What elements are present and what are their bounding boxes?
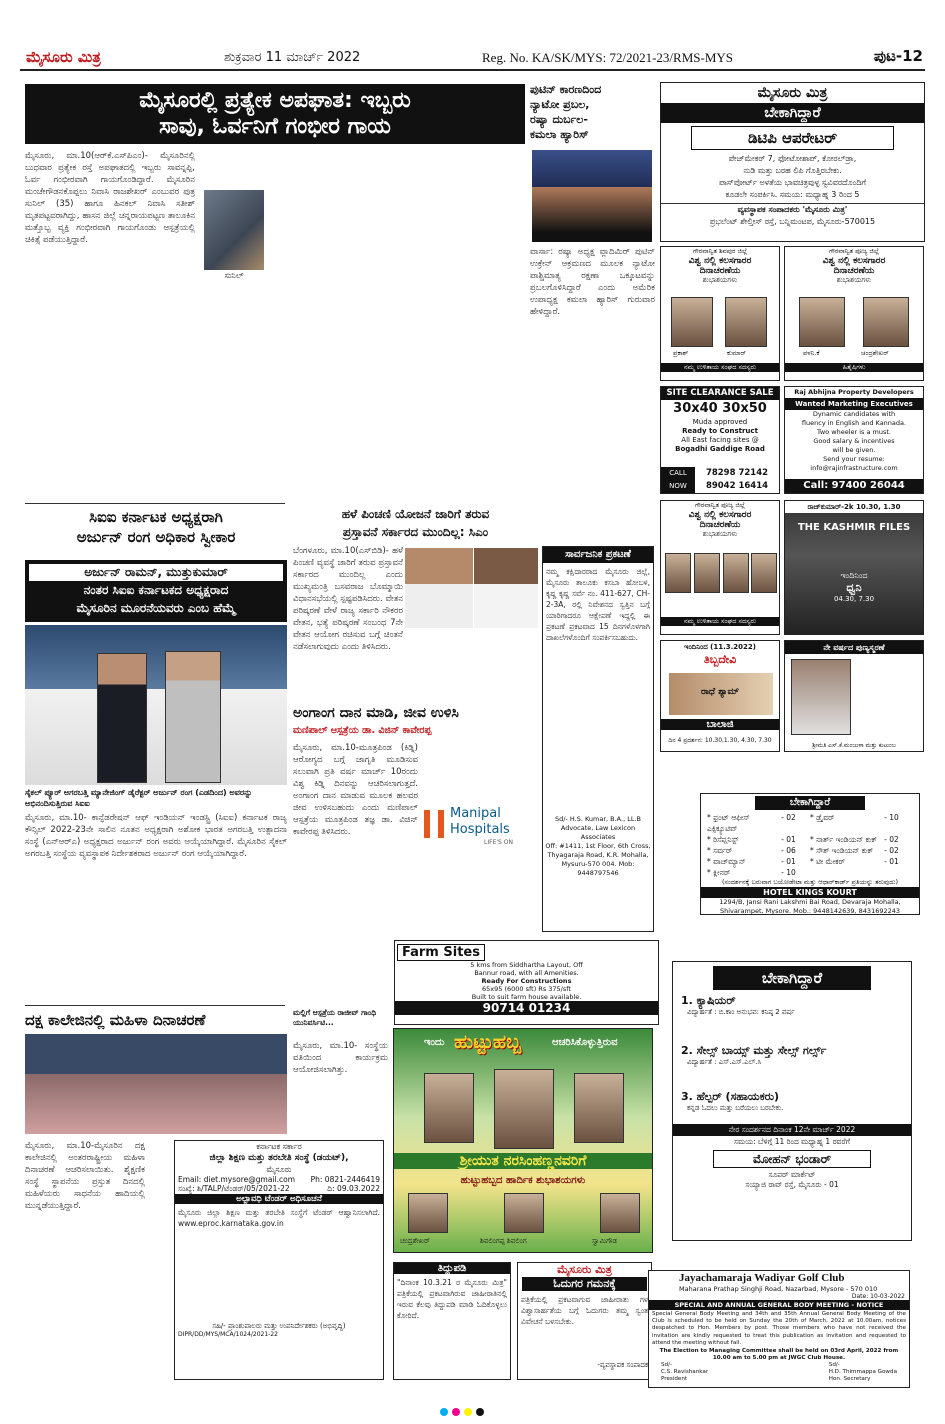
mb-j3d: ಕನ್ನಡ ಓದಲು ಮತ್ತು ಬರೆಯಲು ಬರಬೇಕು. [687,1104,784,1112]
birthday-p3: ಸ್ವಾಮಿಗೌಡ [592,1237,617,1245]
g2-name-2: ಚಂದ್ರಶೇಖರ್ [861,349,889,357]
organ-body: ಮೈಸೂರು, ಮಾ.10-ಮೂತ್ರಪಿಂಡ (ಕಿಡ್ನಿ) ಆರೋಗ್ಯದ ಬಗ್ಗೆ ಜಾಗೃತಿ ಮೂಡಿಸುವ ಸಲುವಾಗಿ ಪ್ರತಿ ವರ್ಷ ಮಾರ್ಚ್ 10ರಂದು ವಿಶ್ವ ಕಿಡ್ನಿ ದಿನವನ್ನು ಆಚರಿಸಲಾಗುತ್ತದೆ. ಅಂಗಾಂಗ ದಾನ ಮಾಡುವ ಮೂಲಕ ಹಲವರ ಜೀವ ಉಳಿಸಬಹುದು ಎಂದು ಮಣಿಪಾಲ್ ಆಸ್ಪತ್ರೆಯ ಮೂತ್ರಪಿಂಡ ತಜ್ಞ ಡಾ. ವಿಜಿನ್ ಕಾವೇರಪ್ಪ ತಿಳಿಸಿದರು. [293,743,418,837]
hotel-job-row [707,867,913,878]
dtp-addr-1: ವ್ಯವಸ್ಥಾಪಕ ಸಂಪಾದಕರು 'ಮೈಸೂರು ಮಿತ್ರ' [661,203,924,216]
mitra-title: ಓದುಗರ ಗಮನಕ್ಕೆ [522,1277,647,1291]
hotel-job-cell: * ಡ್ರೈವರ್ [809,813,835,822]
g3-t3: ದಿನಾಚರಣೆಯ [699,520,741,530]
golf-bar: SPECIAL AND ANNUAL GENERAL BODY MEETING - NOTICE [649,1300,909,1310]
mem-footer: ಶ್ರೀಮತಿ ಎಸ್.ಕೆ.ಮಂಜುಳಾ ಮತ್ತು ಕುಟುಂಬ [812,742,896,749]
gov-date: ದಿ: 09.03.2022 [327,1184,380,1193]
gov-contact-row [175,1175,383,1184]
hotel-job-cell: - 10 [781,868,796,877]
golf-s2: Sd/- [828,1362,840,1369]
farm-l3: Ready For Constructions [481,977,572,985]
g2-person-2 [863,297,909,347]
golf-title: Jayachamaraja Wadiyar Golf Club [679,1272,845,1284]
g3-person-1 [665,553,691,593]
greeting-ad-1 [660,246,780,381]
pension-headline-line-1: ಹಳೆ ಪಿಂಚಣಿ ಯೋಜನೆ ಜಾರಿಗೆ ತರುವ [341,507,490,521]
birthday-person-b1 [408,1193,448,1233]
sale-phones [695,467,779,493]
hotel-title: ಬೇಕಾಗಿದ್ದಾರೆ [755,796,865,810]
pension-body: ಬೆಂಗಳೂರು, ಮಾ.10(ಎಸ್‌ಬಿಡಿ)- ಹಳೆ ಪಿಂಚಣಿ ವ್ಯವಸ್ಥೆ ಜಾರಿಗೆ ತರುವ ಪ್ರಸ್ತಾವನೆ ಸರ್ಕಾರದ ಮುಂದಿಲ್ಲ ಎಂದು ಮುಖ್ಯಮಂತ್ರಿ ಬಸವರಾಜ ಬೊಮ್ಮಾಯಿ ವಿಧಾನಸಭೆಯಲ್ಲಿ ಸ್ಪಷ್ಟಪಡಿಸಿದರು. ವೇತನ ಪರಿಷ್ಕರಣೆ ವೇಳೆ ರಾಜ್ಯ ಸರ್ಕಾರಿ ನೌಕರರ ವೇತನ, ಭತ್ಯೆ ಪರಿಷ್ಕರಣೆ ಸಂಬಂಧ 7ನೇ ವೇತನ ಆಯೋಗ ರಚಿಸುವ ಬಗ್ಗೆ ಚಿಂತನೆ ನಡೆಸಲಾಗುವುದು ಎಂದು ತಿಳಿಸಿದರು. [293,546,403,652]
lead-headline [25,84,525,144]
raj-l3: Two wheeler is a must. [817,428,891,436]
hotel-job-cell: * ವಾಚ್‌ಮ್ಯಾನ್ [707,857,746,866]
golf-signs [649,1362,909,1383]
manipal-icon [424,810,444,838]
hotel-job-row [707,856,913,867]
hotel-addr-1: 1294/B, Jansi Rani Lakshmi Bai Road, Devaraja Mohalla, [719,898,901,906]
hotel-job-cell: * ಸರ್ವರ್ [707,846,733,855]
ciie-subhead-line-2: ನಂತರ ಸಿಐಐ ಕರ್ನಾಟಕದ ಅಧ್ಯಕ್ಷರಾದ [83,583,229,597]
birthday-name: ಶ್ರೀಯುತ ನರಸಿಂಹಣ್ಣನವರಿಗೆ [394,1153,652,1169]
sale-phone-2: 89042 16414 [705,481,769,491]
m1-top: ರಾಜ್‌ಕುಮಾರ್-2k 10.30, 1.30 [785,501,923,513]
notice-signer-line-4: Thyagaraja Road, K.R. Mohalla, [547,851,649,859]
notice-signer-line-3: Off: #1411, 1st Floor, 6th Cross, [545,842,651,850]
mb-title: ಬೇಕಾಗಿದ್ದಾರೆ [713,966,871,990]
dtp-brand: ಮೈಸೂರು ಮಿತ್ರ [757,85,828,101]
birthday-person-b3 [600,1193,640,1233]
birthday-p2: ಶಿವಲಿಂಗಪ್ಪ ಶಿವಲಿಂಗ [480,1237,527,1245]
hotel-job-cell: - 01 [884,857,899,866]
g2-t2: ವಿಶ್ವ ನಲ್ಲಿ ಕಲಸಗಾರರ [822,256,886,266]
g1-t4: ಶುಭಾಶಯಗಳು [702,276,738,284]
gov-ref-row [175,1184,383,1194]
m1-mid: ಇಂದಿನಿಂದ [840,571,868,580]
lead-body: ಮೈಸೂರು, ಮಾ.10(ಆರ್‌ಕೆ.ಎಸ್‌ಪಿಎಂ)- ಮೈಸೂರಿನಲ್ಲಿ ಬುಧವಾರ ಪ್ರತ್ಯೇಕ ರಸ್ತೆ ಅಪಘಾತದಲ್ಲಿ ಇಬ್ಬರು ಸಾವನ್ನಪ್ಪಿ, ಓರ್ವ ಗಂಭೀರವಾಗಿ ಗಾಯಗೊಂಡಿದ್ದಾರೆ. ಮೈಸೂರಿನ ಮಂಚೇಗೌಡನಕೊಪ್ಪಲು ನಿವಾಸಿ ರಾಜಶೇಖರ್ ಎಂಬುವರ ಪುತ್ರ ಸುನಿಲ್ (35) ಹಾಗೂ ಹಿನಕಲ್ ನಿವಾಸಿ ಸತೀಶ್ ಮೃತಪಟ್ಟವರಾಗಿದ್ದು, ಹಾಸನ ಜಿಲ್ಲೆ ಚನ್ನರಾಯಪಟ್ಟಣ ತಾಲೂಕಿನ ಮತ್ತೊಬ್ಬ ವ್ಯಕ್ತಿ ಗಂಭೀರವಾಗಿ ಗಾಯಗೊಂಡು ಆಸ್ಪತ್ರೆಯಲ್ಲಿ ಚಿಕಿತ್ಸೆ ಪಡೆಯುತ್ತಿದ್ದಾರೆ. [25,151,195,245]
sale-l2: Ready to Construct [682,427,758,435]
registration-mark [440,1408,448,1416]
issue-date: ಶುಕ್ರವಾರ 11 ಮಾರ್ಚ್ 2022 [224,50,361,65]
golf-addr: Maharana Prathap Singhji Road, Nazarbad, Mysore - 570 010 [679,1285,878,1293]
raj-title: Raj Abhijna Property Developers [794,388,914,396]
m1-title: THE KASHMIR FILES [797,522,911,533]
dtp-operator-ad [660,82,925,242]
birthday-person-left [424,1073,474,1143]
organ-headline: ಅಂಗಾಂಗ ದಾನ ಮಾಡಿ, ಜೀವ ಉಳಿಸಿ [293,705,459,721]
mitra-notice-ad [517,1262,652,1380]
ciie-photo-caption: ಸೈಕಲ್ ಪ್ಯೂರ್ ಅಗರಬತ್ತಿ ಮ್ಯಾನೇಜಿಂಗ್ ಡೈರೆಕ್ಟರ್ ಅರ್ಜುನ್ ರಂಗ (ಎಡದಿಂದ) ಅವರನ್ನು ಅಭಿನಂದಿಸುತ್ತಿರುವ ಸಿಐಐ [25,788,253,808]
person-left [97,653,147,783]
dtp-wanted: ಬೇಕಾಗಿದ್ದಾರೆ [661,103,924,123]
gov-tender-ad [174,1140,384,1380]
mitra-body: ಪತ್ರಿಕೆಯಲ್ಲಿ ಪ್ರಕಟವಾಗುವ ಜಾಹೀರಾತು ಗಳ ವಿಶ್ವಾಸಾರ್ಹತೆಯ ಬಗ್ಗೆ ಓದುಗರು ತಮ್ಮ ಸ್ವಂತ ವಿವೇಚನೆ ಬಳಸಬೇಕು. [521,1295,648,1326]
notice-body: ನಮ್ಮ ಕಕ್ಷಿದಾರರಾದ ಮೈಸೂರು ಜಿಲ್ಲೆ, ಮೈಸೂರು ತಾಲೂಕು ಕಸಬಾ ಹೋಬಳಿ, ಕೃಷ್ಣ ಕೃಷ್ಣ ಸರ್ವೆ ನಂ. 411-627, CH-2-3A, ರಲ್ಲಿ ನಿವೇಶನದ ಸ್ವತ್ತಿನ ಬಗ್ಗೆ ಯಾರಿಗಾದರೂ ಆಕ್ಷೇಪಣೆ ಇದ್ದಲ್ಲಿ ಈ ಪ್ರಕಟಣೆ ಪ್ರಕಟವಾದ 15 ದಿನಗಳೊಳಗಾಗಿ ದಾಖಲೆಗಳೊಂದಿಗೆ ಸಂಪರ್ಕಿಸಬಹುದು. [546,567,650,642]
hotel-job-cell: * ಸೌತ್ ಇಂಡಿಯನ್ ಕುಕ್ [809,846,874,855]
mitra-brand: ಮೈಸೂರು ಮಿತ್ರ [557,1263,612,1276]
hotel-job-cell: * ಫ್ರಂಟ್ ಆಫೀಸ್ ಎಕ್ಸಿಕ್ಯೂಟಿವ್ [707,813,750,833]
gov-title-2: ಜಿಲ್ಲಾ ಶಿಕ್ಷಣ ಮತ್ತು ತರಬೇತಿ ಸಂಸ್ಥೆ (ಡಯಟ್), [209,1153,349,1163]
hotel-job-cell [810,867,884,878]
gov-code: DIPR/DD/MYS/MCA/1024/2021-22 [178,1331,278,1338]
m1-times: 04.30, 7.30 [833,595,875,603]
mallige-headline: ಮಲ್ಲಿಗೆ ಆಸ್ಪತ್ರೆಯ ರಾಜೀವ್ ಗಾಂಧಿ ಯುನಿವರ್ಸಿಟಿ... [293,1008,377,1027]
hotel-job-cell: - 02 [884,835,899,844]
mb-j1: 1. ಕ್ಯಾಷಿಯರ್ [681,994,736,1007]
golf-s2n: H.D. Thimmappa Gowda [828,1369,897,1376]
raj-l5: will be given. [832,446,876,454]
dtp-line-2: ನುಡಿ ಮತ್ತು ಬರಹ ಲಿಪಿ ಗೊತ್ತಿರಬೇಕು. [743,166,842,175]
tithi-ad [393,1262,511,1380]
hotel-job-cell [884,867,913,878]
ciie-subhead-line-1: ಅರ್ಜುನ್ ರಾಮನ್, ಮುತ್ತುಕುಮಾರ್ [29,564,283,581]
hotel-name: HOTEL KINGS KOURT [701,887,919,898]
mem-text [855,659,921,733]
golf-s1: Sd/- [661,1362,673,1369]
greeting-ad-2 [784,246,924,381]
farm-l2: Bannur road, with all Amenities. [474,969,579,977]
birthday-greet: ಹುಟ್ಟುಹಬ್ಬದ ಹಾರ್ದಿಕ ಶುಭಾಶಯಗಳು [460,1175,586,1186]
ciie-photo [25,625,287,785]
golf-s1n: C.S. Ravishankar [661,1369,709,1376]
organ-byline: ಮಣಿಪಾಲ್ ಆಸ್ಪತ್ರೆಯ ಡಾ. ವಿಜಿನ್ ಕಾವೇರಪ್ಪ [293,725,432,736]
raj-l2: fluency in English and Kannada. [801,419,907,427]
birthday-p1: ಚಂದ್ರಶೇಖರ್ [400,1237,430,1245]
divider [25,503,285,504]
ciie-headline-line-2: ಅರ್ಜುನ್ ರಂಗ ಅಧಿಕಾರ ಸ್ವೀಕಾರ [76,528,236,546]
golf-s1t: President [661,1376,688,1383]
g3-t1: ಗೌರವಾನ್ವಿತ ಪೂಜ್ಯ ಜಿಲ್ಲೆ [694,501,746,509]
hotel-job-cell: * ಟೀ ಮೇಕರ್ [809,857,845,866]
g2-footer: ಹಿತೈಷಿಗಳು [785,363,923,372]
golf-club-ad [648,1270,910,1388]
putin-body-col2 [530,250,655,500]
sale-call-label [661,467,695,493]
mb-j1d: ವಿದ್ಯಾರ್ಹತೆ : ಬಿ.ಕಾಂ ಅನುಭವ: ಕನಿಷ್ಠ 2 ವರ್ಷ [687,1008,795,1016]
hotel-job-cell: - 02 [781,813,796,822]
hotel-job-cell: * ರಿಸೆಪ್ಷನಿಸ್ಟ್ [707,835,739,844]
golf-sign-2 [829,1362,897,1383]
pension-headline-line-2: ಪ್ರಸ್ತಾವನೆ ಸರ್ಕಾರದ ಮುಂದಿಲ್ಲ: ಸಿಎಂ [342,525,489,539]
g1-t1: ಗೌರವಾನ್ವಿತ ಶಿವಪುರ ಜಿಲ್ಲೆ [692,247,748,255]
greeting-ad-3 [660,500,780,635]
women-body: ಮೈಸೂರು, ಮಾ.10-ಮೈಸೂರಿನ ದಕ್ಷ ಕಾಲೇಜಿನಲ್ಲಿ ಅಂತರರಾಷ್ಟ್ರೀಯ ಮಹಿಳಾ ದಿನಾಚರಣೆ ಆಚರಿಸಲಾಯಿತು. ಶೈಕ್ಷಣಿಕ ಸಂಸ್ಥೆ ಸ್ಥಾಪನೆಯ ಪ್ರಸ್ತುತ ದಿನದಲ್ಲಿ ಮಹಿಳೆಯರು ಸಾಧನೆಯ ಹಾದಿಯಲ್ಲಿ ಮುನ್ನಡೆಯುತ್ತಿದ್ದಾರೆ. [25,1141,145,1211]
kamala-photo [532,150,652,242]
farm-phone: 90714 01234 [395,1001,658,1015]
sale-l1: Muda approved [692,418,748,426]
farm-l4: 65x95 (6000 sft) Rs 375/sft [482,985,571,993]
gov-ref: ಸಂಖ್ಯೆ: ಶಿ/TALP/ಟೆಂಡರ್/05/2021-22 [178,1184,290,1193]
lead-headline-line-1: ಮೈಸೂರಲ್ಲಿ ಪ್ರತ್ಯೇಕ ಅಪಘಾತ: ಇಬ್ಬರು [139,88,411,113]
dtp-role: ಡಿಟಿಪಿ ಆಪರೇಟರ್ [691,126,894,150]
manipal-brand-2: Hospitals [450,822,510,837]
divider [25,1005,285,1006]
m2-times: ದಿನ 4 ಪ್ರದರ್ಶನ: 10.30,1.30, 4.30, 7.30 [668,737,772,744]
farm-l1: 5 kms from Siddhartha Layout, Off [470,961,583,969]
golf-election: The Election to Managing Committee shall be held on 03rd April, 2022 from 10.00 am to 5.00 pm at JWGC Club House. [659,1348,899,1362]
page-header [20,46,925,71]
hotel-wanted-ad [700,793,920,915]
g2-person-1 [799,297,845,347]
g1-footer: ನಮ್ಮ ಉಳಿತಾಯ ಸಂಘದ ಸದಸ್ಯರು [661,363,779,372]
tithi-body: "ದಿನಾಂಕ 10.3.21 ರ ಮೈಸೂರು ಮಿತ್ರ" ಪತ್ರಿಕೆಯಲ್ಲಿ ಪ್ರಕಟವಾಗಿರುವ ಜಾಹೀರಾತಿನಲ್ಲಿ ಇರುವ ಕೆಲವು ತಿದ್ದುಪಡಿ ಮಾಡಿ ಓದಿಕೊಳ್ಳಲು ಕೋರಿದೆ. [397,1278,507,1320]
g2-t3: ದಿನಾಚರಣೆಯ [833,266,875,276]
hotel-job-list [701,812,919,878]
page-number: ಪುಟ-12 [873,47,923,65]
sale-phone-1: 78298 72142 [705,468,769,478]
g2-t4: ಶುಭಾಶಯಗಳು [836,276,872,284]
farm-sites-ad [394,940,659,1025]
cm-photo [405,548,473,628]
putin-headline-line-4: ಕಮಲಾ ಹ್ಯಾರಿಸ್ [530,128,589,141]
ciie-subhead-line-3: ಮೈಸೂರಿನ ಮೂರನೆಯವರು ಎಂಬ ಹೆಮ್ಮೆ [76,601,236,615]
lead-photo-caption: ಸುನಿಲ್ [224,271,244,280]
gov-notice: ಅಲ್ಪಾವಧಿ ಟೆಂಡರ್ ಅಧಿಸೂಚನೆ [175,1194,383,1204]
g3-person-4 [751,553,777,593]
hotel-job-cell: - 02 [884,846,899,855]
hotel-job-cell: * ನಾರ್ತ್ ಇಂಡಿಯನ್ ಕುಕ್ [809,835,878,844]
ciie-subhead [25,560,287,622]
dtp-line-3: ಪಾಸ್‌ಪೋರ್ಟ್ ಅಳತೆಯ ಭಾವಚಿತ್ರವುಳ್ಳ ಸ್ವವಿವರದೊಂದಿಗೆ [718,178,867,187]
golf-s2t: Hon. Secretary [828,1376,871,1383]
mb-j3: 3. ಹೆಲ್ಪರ್ (ಸಹಾಯಕರು) [681,1090,780,1103]
golf-sign-1 [661,1362,708,1383]
putin-body: ವಾರ್ಸಾ: ರಷ್ಯಾ ಅಧ್ಯಕ್ಷ ವ್ಲಾದಿಮಿರ್ ಪುಟಿನ್ ಉಕ್ರೇನ್ ಆಕ್ರಮಣದ ಮೂಲಕ ನ್ಯಾಟೋ ಪಾಶ್ಚಿಮಾತ್ಯ ರಕ್ಷಣಾ ಒಕ್ಕೂಟವನ್ನು ಪ್ರಬಲಗೊಳಿಸಿದ್ದಾರೆ ಎಂದು ಅಮೆರಿಕ ಉಪಾಧ್ಯಕ್ಷ ಕಮಲಾ ಹ್ಯಾರಿಸ್ ಗುರುವಾರ ಹೇಳಿದ್ದಾರೆ. [530,247,655,317]
pension-headline [293,505,538,541]
registration-mark [452,1408,460,1416]
hotel-job-row [707,834,913,845]
dtp-addr-2: ಪ್ರಭಲೆಂಟ್ ಶೇಲ್ತೀಸ್ ರಸ್ತೆ, ಬನ್ನಿಮಂಟಪ, ಮೈಸೂರು-570015 [709,217,876,226]
hotel-note: (ಸಂದರ್ಶನಕ್ಕೆ ಬರುವಾಗ ಬಯೋಡೇಟಾ ಮತ್ತು ಆಧಾರ್‌ಕಾರ್ಡ್ ಪ್ರತಿಯನ್ನು ತರುವುದು) [721,878,899,886]
gov-body: ಮೈಸೂರು ಜಿಲ್ಲಾ ಶಿಕ್ಷಣ ಮತ್ತು ತರಬೇತಿ ಸಂಸ್ಥೆಗೆ ಟೆಂಡರ್ ಆಹ್ವಾನಿಸಲಾಗಿದೆ. www.eproc.karnataka.gov.in [178,1208,380,1228]
sale-call-row [661,467,779,493]
putin-headline [530,82,655,142]
g1-t2: ವಿಶ್ವ ನಲ್ಲಿ ಕಲಸಗಾರರ [688,256,752,266]
golf-date: Date: 10-03-2022 [851,1293,905,1300]
dtp-line-1: ಪೇಜ್‌ಮೇಕರ್ 7, ಫೋಟೋಶಾಪ್, ಕೋರಲ್‌ಡ್ರಾ, [728,154,857,163]
mb-j2: 2. ಸೇಲ್ಸ್ ಬಾಯ್ಸ್ ಮತ್ತು ಸೇಲ್ಸ್ ಗರ್ಲ್ಸ್ [681,1044,827,1057]
sale-title: SITE CLEARANCE SALE [661,387,779,400]
mb-interview: ನೇರ ಸಂದರ್ಶನದ ದಿನಾಂಕ 12ನೇ ಮಾರ್ಚ್ 2022 [673,1124,911,1136]
mallige-body: ಮೈಸೂರು, ಮಾ.10- ಸಂಸ್ಥೆಯ ವತಿಯಿಂದ ಕಾರ್ಯಕ್ರಮ ಆಯೋಜಿಸಲಾಗಿತ್ತು. [293,1041,388,1075]
hotel-job-cell: * ಕ್ಲೀನರ್ [707,868,731,877]
putin-headline-line-3: ರಷ್ಯಾ ದುರ್ಬಲ- [530,113,588,126]
movie-ad-1 [784,500,924,635]
lead-headline-line-2: ಸಾವು, ಓರ್ವನಿಗೆ ಗಂಭೀರ ಗಾಯ [159,114,391,139]
birthday-today: ಇಂದು [424,1037,445,1048]
birthday-person-center [494,1069,554,1149]
women-headline: ದಕ್ಷ ಕಾಲೇಜಿನಲ್ಲಿ ಮಹಿಳಾ ದಿನಾಚರಣೆ [25,1011,206,1029]
dtp-line-4: ಕೂಡಲೇ ಸಂಪರ್ಕಿಸಿ. ಸಮಯ: ಮಧ್ಯಾಹ್ನ 3 ರಿಂದ 5 [725,190,860,199]
raj-l1: Dynamic candidates with [812,410,896,418]
minister-photo [474,548,538,628]
registration-mark [476,1408,484,1416]
g1-name-2: ಕುಮಾರ್ [727,349,747,357]
ciie-headline [25,507,287,547]
g1-person-1 [671,297,713,347]
hotel-job-row [707,812,913,834]
manipal-brand-3: LIFE'S ON [484,839,513,846]
m2-top: ಇಂದಿನಿಂದ (11.3.2022) [684,643,756,651]
birthday-ad [393,1028,653,1253]
registration-mark [464,1408,472,1416]
g3-footer: ನಮ್ಮ ಉಳಿತಾಯ ಸಂಘದ ಸದಸ್ಯರು [661,617,779,626]
notice-title: ಸಾರ್ವಜನಿಕ ಪ್ರಕಟಣೆ [543,547,653,563]
ciie-headline-line-1: ಸಿಐಐ ಕರ್ನಾಟಕ ಅಧ್ಯಕ್ಷರಾಗಿ [89,508,223,526]
women-photo [25,1034,287,1134]
mohan-bhandar-ad [672,961,912,1241]
birthday-wish: ಆಚರಿಸಿಕೊಳ್ಳುತ್ತಿರುವ [552,1037,618,1048]
m2-sub: ರಾಧೆ ಶ್ಯಾಮ್ [700,687,740,697]
gov-phone: Ph: 0821-2446419 [310,1175,380,1184]
raj-sub: Wanted Marketing Executives [785,398,923,410]
raj-abhijna-ad [784,386,924,494]
mem-photo [791,659,851,735]
sale-l3: All East facing sites @ [681,436,759,444]
ciie-body: ಮೈಸೂರು, ಮಾ.10- ಕಾನ್ಫೆಡರೇಷನ್ ಆಫ್ ಇಂಡಿಯನ್ ಇಂಡಸ್ಟ್ರಿ (ಸಿಐಐ) ಕರ್ನಾಟಕ ರಾಜ್ಯ ಕೌನ್ಸಿಲ್ 2022-23ನೇ ಸಾಲಿನ ನೂತನ ಅಧ್ಯಕ್ಷರಾಗಿ ಅಶೋಕ ಭಾರತ ಅಗರಬತ್ತಿ ಉತ್ಪಾದನಾ ಸಂಸ್ಥೆ (ಎನ್‌ಆರ್‌ಎ) ಅಧ್ಯಕ್ಷರಾದ ಅರ್ಜುನ್ ರಂಗ ಅವರು ಆಯ್ಕೆಯಾಗಿದ್ದಾರೆ. ಮೈಸೂರಿನ ಸೈಕಲ್ ಅಗರಬತ್ತಿ ಸಂಸ್ಥೆಯ ವ್ಯವಸ್ಥಾಪಕ ನಿರ್ದೇಶಕರಾದ ಅರ್ಜುನ್ ರಂಗ ಆಯ್ಕೆಯಾಗಿದ್ದಾರೆ. [25,813,287,859]
registration-number: Reg. No. KA/SK/MYS: 72/2021-23/RMS-MYS [482,50,734,65]
m2-theatre: ಬಾಲಾಜಿ [661,719,779,730]
hotel-addr-2: Shivarampet, Mysore. Mob.: 9448142639, 8431692243 [719,907,901,915]
raj-l6: Send your resume: [823,455,885,463]
mem-title: ನೇ ವರ್ಷದ ಪುಣ್ಯಸ್ಮರಣೆ [785,641,923,654]
raj-call: Call: 97400 26044 [785,479,923,493]
g1-t3: ದಿನಾಚರಣೆಯ [699,266,741,276]
mb-shop: ಮೋಹನ್ ಭಂಡಾರ್ [713,1150,871,1168]
memorial-ad [784,640,924,752]
putin-headline-line-1: ಪುಟಿನ್ ಕಾರಣದಿಂದ [530,83,602,96]
mitra-sign: -ವ್ಯವಸ್ಥಾಪಕ ಸಂಪಾದಕ [597,1361,648,1369]
raj-l4: Good salary & incentives [813,437,895,445]
mb-j2d: ವಿದ್ಯಾರ್ಹತೆ : ಎಸ್.ಎಸ್.ಎಲ್.ಸಿ [687,1058,762,1066]
lead-photo [204,190,264,270]
mb-addr: ಸಯ್ಯಾಜಿ ರಾವ್ ರಸ್ತೆ, ಮೈಸೂರು - 01 [745,1180,839,1189]
lead-body-col3 [398,150,523,500]
m1-bottom: ಧ್ವನಿ [846,581,862,594]
manipal-logo [420,800,538,850]
birthday-person-right [574,1073,624,1143]
mb-time: ಸಮಯ: ಬೆಳಿಗ್ಗೆ 11 ರಿಂದ ಮಧ್ಯಾಹ್ನ 1 ರವರೆಗೆ [734,1137,850,1146]
putin-headline-line-2: ನ್ಯಾಟೋ ಪ್ರಬಲ, [530,98,590,111]
g2-name-1: ಪಳನಿ.ಕೆ [803,349,820,357]
person-right [165,651,221,783]
g1-name-1: ಪ್ರಕಾಶ್ [673,349,689,357]
sale-now: NOW [669,482,687,490]
farm-l5: Built to suit farm house available. [471,993,582,1001]
gov-title-1: ಕರ್ನಾಟಕ ಸರ್ಕಾರ [256,1142,302,1151]
birthday-title: ಹುಟ್ಟುಹಬ್ಬ [454,1031,522,1053]
g3-t2: ವಿಶ್ವ ನಲ್ಲಿ ಕಲಸಗಾರರ [688,510,752,520]
farm-title: Farm Sites [397,944,485,961]
hotel-job-cell: - 10 [884,813,899,822]
notice-signer-line-2: Advocate, Law Lexicon Associates [560,824,636,841]
notice-signer [543,813,653,880]
tithi-title: ತಿದ್ದುಪಡಿ [394,1263,510,1274]
gov-title-3: ಮೈಸೂರು [266,1165,292,1174]
golf-body: Special General Body Meeting and 34th and 35th Annual General Body Meeting of the Club is scheduled to be held on Sunday the 20th of March, 2022 at 10.00am, notices despatched to Hon. Members by post. Those members who have not received the invitation are kindly requested to treat this publication as invitation and requested to attend the meeting without fail. [652,1311,906,1346]
hotel-job-cell: - 01 [781,857,796,866]
g3-person-3 [723,553,749,593]
hotel-job-cell: - 06 [781,846,796,855]
hotel-job-cell: - 01 [781,835,796,844]
public-notice [542,546,654,932]
gov-email: Email: diet.mysore@gmail.com [178,1175,296,1184]
notice-signer-line-5: Mysuru-570 004. Mob: 9448797546 [561,860,635,877]
site-clearance-ad [660,386,780,494]
sale-size: 30x40 30x50 [673,401,767,416]
sale-call: CALL [669,469,687,477]
m2-title: ತಿಬ್ಬದೇವಿ [703,653,737,666]
birthday-person-b2 [504,1193,544,1233]
masthead: ಮೈಸೂರು ಮಿತ್ರ [26,48,101,66]
g3-person-2 [694,553,720,593]
g2-t1: ಗೌರವಾನ್ವಿತ ಪೂಜ್ಯ ಜಿಲ್ಲೆ [828,247,880,255]
hotel-job-row [707,845,913,856]
raj-l7: info@rajinfrastructure.com [810,464,898,472]
notice-signer-line-1: Sd/- H.S. Kumar, B.A., LL.B [555,815,641,823]
g3-t4: ಶುಭಾಶಯಗಳು [702,530,738,538]
gov-sign: ಸಹಿ/- ಪ್ರಾಂಶುಪಾಲರು ಮತ್ತು ಉಪನಿರ್ದೇಶಕರು (ಅಭಿವೃದ್ಧಿ) [212,1322,346,1330]
manipal-brand-1: Manipal [450,806,501,821]
lead-body-col2 [268,150,388,500]
g1-person-2 [725,297,767,347]
sale-l4: Bogadhi Gaddige Road [675,445,765,453]
movie-ad-2 [660,640,780,752]
mb-shop-sub: ಸೂಪರ್ ಮಾರ್ಕೆಟ್ [768,1170,816,1179]
